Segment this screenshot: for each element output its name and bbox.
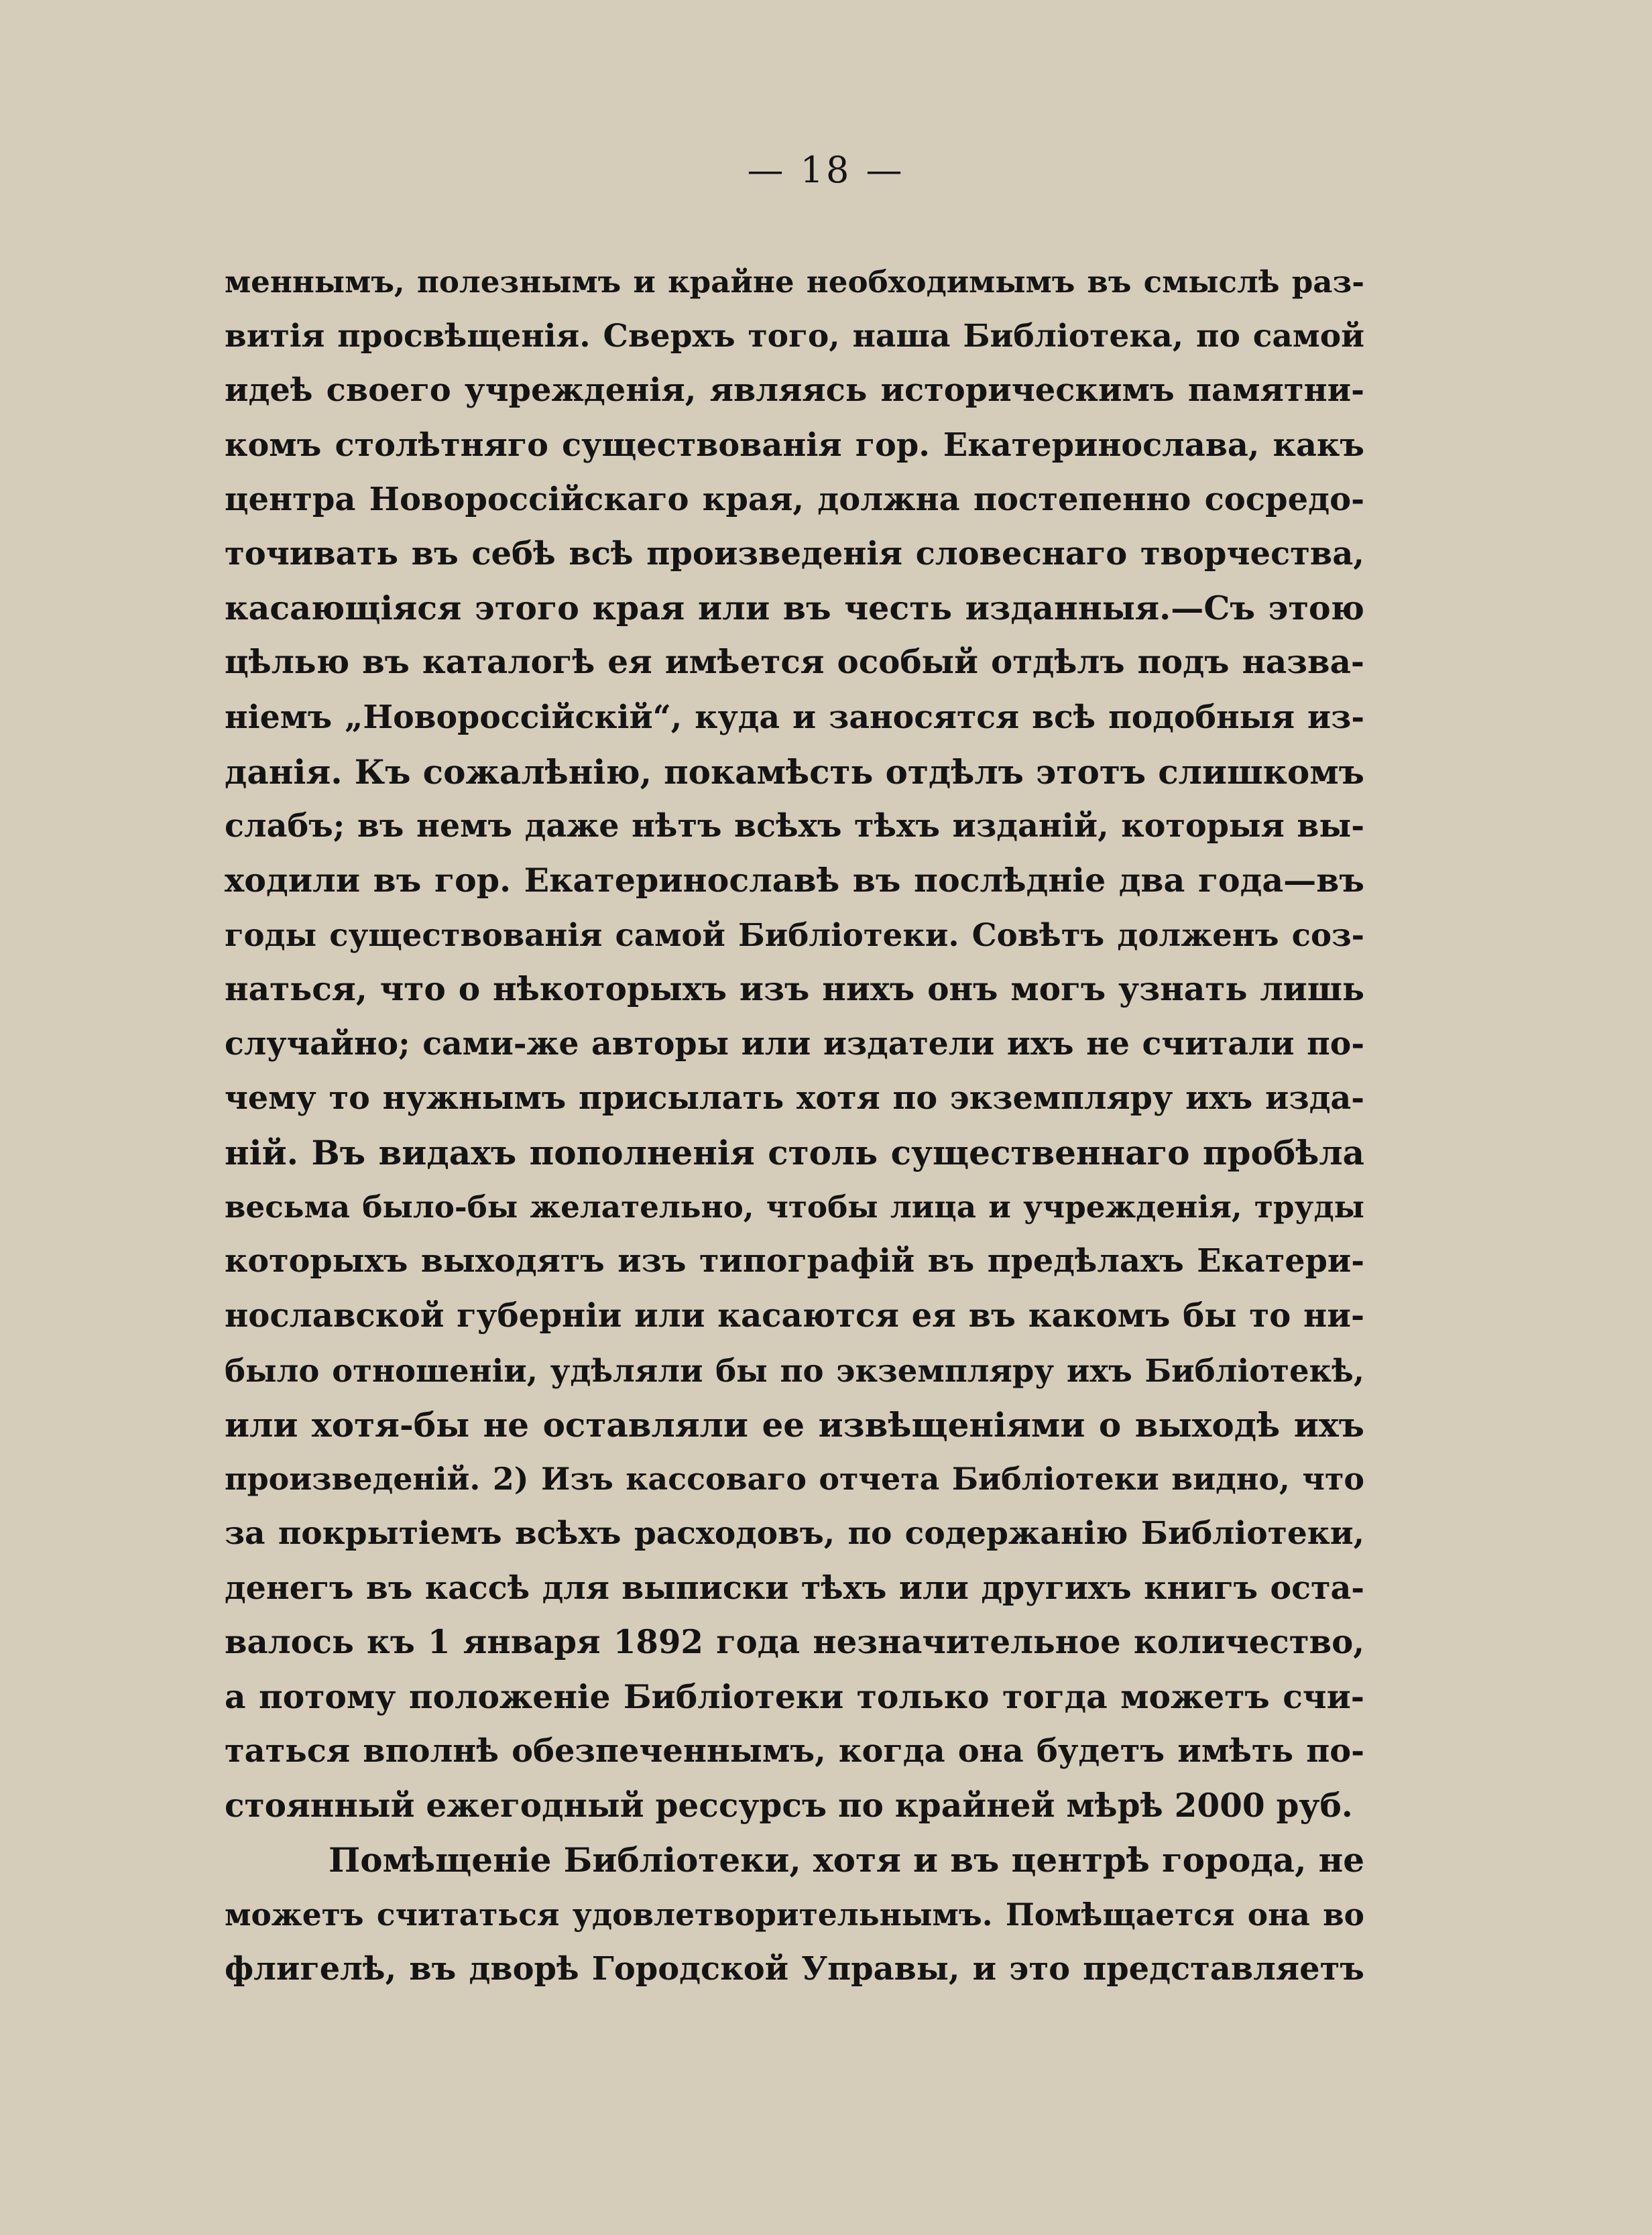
text-line: которыхъ выходятъ изъ типографій въ предѣлахъ Екатери- [225, 1242, 1364, 1280]
text-line: ній. Въ видахъ пополненія столь существеннаго пробѣла [225, 1133, 1364, 1172]
text-line: нославской губерніи или касаются ея въ какомъ бы то ни- [225, 1296, 1364, 1335]
text-line: данія. Къ сожалѣнію, покамѣсть отдѣлъ этотъ слишкомъ [225, 751, 1364, 792]
text-line: меннымъ, полезнымъ и крайне необходимымъ въ смыслѣ раз- [225, 264, 1364, 300]
text-line: касающіяся этого края или въ честь изданныя.—Съ этою [225, 589, 1364, 628]
text-line: чему то нужнымъ присылать хотя по экземпляру ихъ изда- [225, 1079, 1364, 1117]
text-line: или хотя-бы не оставляли ее извѣщеніями о выходѣ ихъ [225, 1404, 1364, 1445]
text-line: произведеній. 2) Изъ кассоваго отчета Библіотеки видно, что [225, 1461, 1364, 1498]
body-text [225, 255, 1364, 1996]
text-line: за покрытіемъ всѣхъ расходовъ, по содержанію Библіотеки, [225, 1515, 1364, 1553]
text-line: можетъ считаться удовлетворительнымъ. Помѣщается она во [225, 1896, 1364, 1933]
page-number: — 18 — [747, 149, 905, 191]
text-line: таться вполнѣ обезпеченнымъ, когда она будетъ имѣть по- [225, 1732, 1364, 1770]
paragraph-start-line: Помѣщеніе Библіотеки, хотя и въ центрѣ города, не [329, 1840, 1364, 1880]
text-line: ніемъ „Новороссійскій“, куда и заносятся всѣ подобныя из- [225, 699, 1364, 736]
text-line: весьма было-бы желательно, чтобы лица и учрежденія, труды [225, 1189, 1364, 1225]
text-line: витія просвѣщенія. Сверхъ того, наша Библіотека, по самой [225, 318, 1364, 355]
text-line: было отношеніи, удѣляли бы по экземпляру ихъ Библіотекѣ, [225, 1351, 1364, 1389]
text-line: цѣлью въ каталогѣ ея имѣется особый отдѣлъ подъ назва- [225, 644, 1364, 682]
text-line: слабъ; въ немъ даже нѣтъ всѣхъ тѣхъ изданій, которыя вы- [225, 806, 1364, 845]
text-line: точивать въ себѣ всѣ произведенія словеснаго творчества, [225, 534, 1364, 572]
text-line: а потому положеніе Библіотеки только тогда можетъ счи- [225, 1677, 1364, 1716]
text-line: годы существованія самой Библіотеки. Совѣтъ долженъ соз- [225, 916, 1364, 954]
text-line: стоянный ежегодный рессурсъ по крайней мѣрѣ 2000 руб. [225, 1787, 1353, 1825]
text-line: наться, что о нѣкоторыхъ изъ нихъ онъ могъ узнать лишь [225, 970, 1364, 1009]
text-line: ходили въ гор. Екатеринославѣ въ послѣдніе два года—въ [225, 861, 1364, 900]
text-line: денегъ въ кассѣ для выписки тѣхъ или другихъ книгъ оста- [225, 1569, 1364, 1607]
text-line: комъ столѣтняго существованія гор. Екатеринослава, какъ [225, 426, 1364, 464]
text-line: идеѣ своего учрежденія, являясь историческимъ памятни- [225, 371, 1364, 410]
text-line: валось къ 1 января 1892 года незначительное количество, [225, 1623, 1364, 1661]
text-line: центра Новороссійскаго края, должна постепенно сосредо- [225, 480, 1364, 518]
text-line: случайно; сами-же авторы или издатели ихъ не считали по- [225, 1025, 1364, 1063]
text-line: флигелѣ, въ дворѣ Городской Управы, и это представляетъ [225, 1949, 1364, 1988]
